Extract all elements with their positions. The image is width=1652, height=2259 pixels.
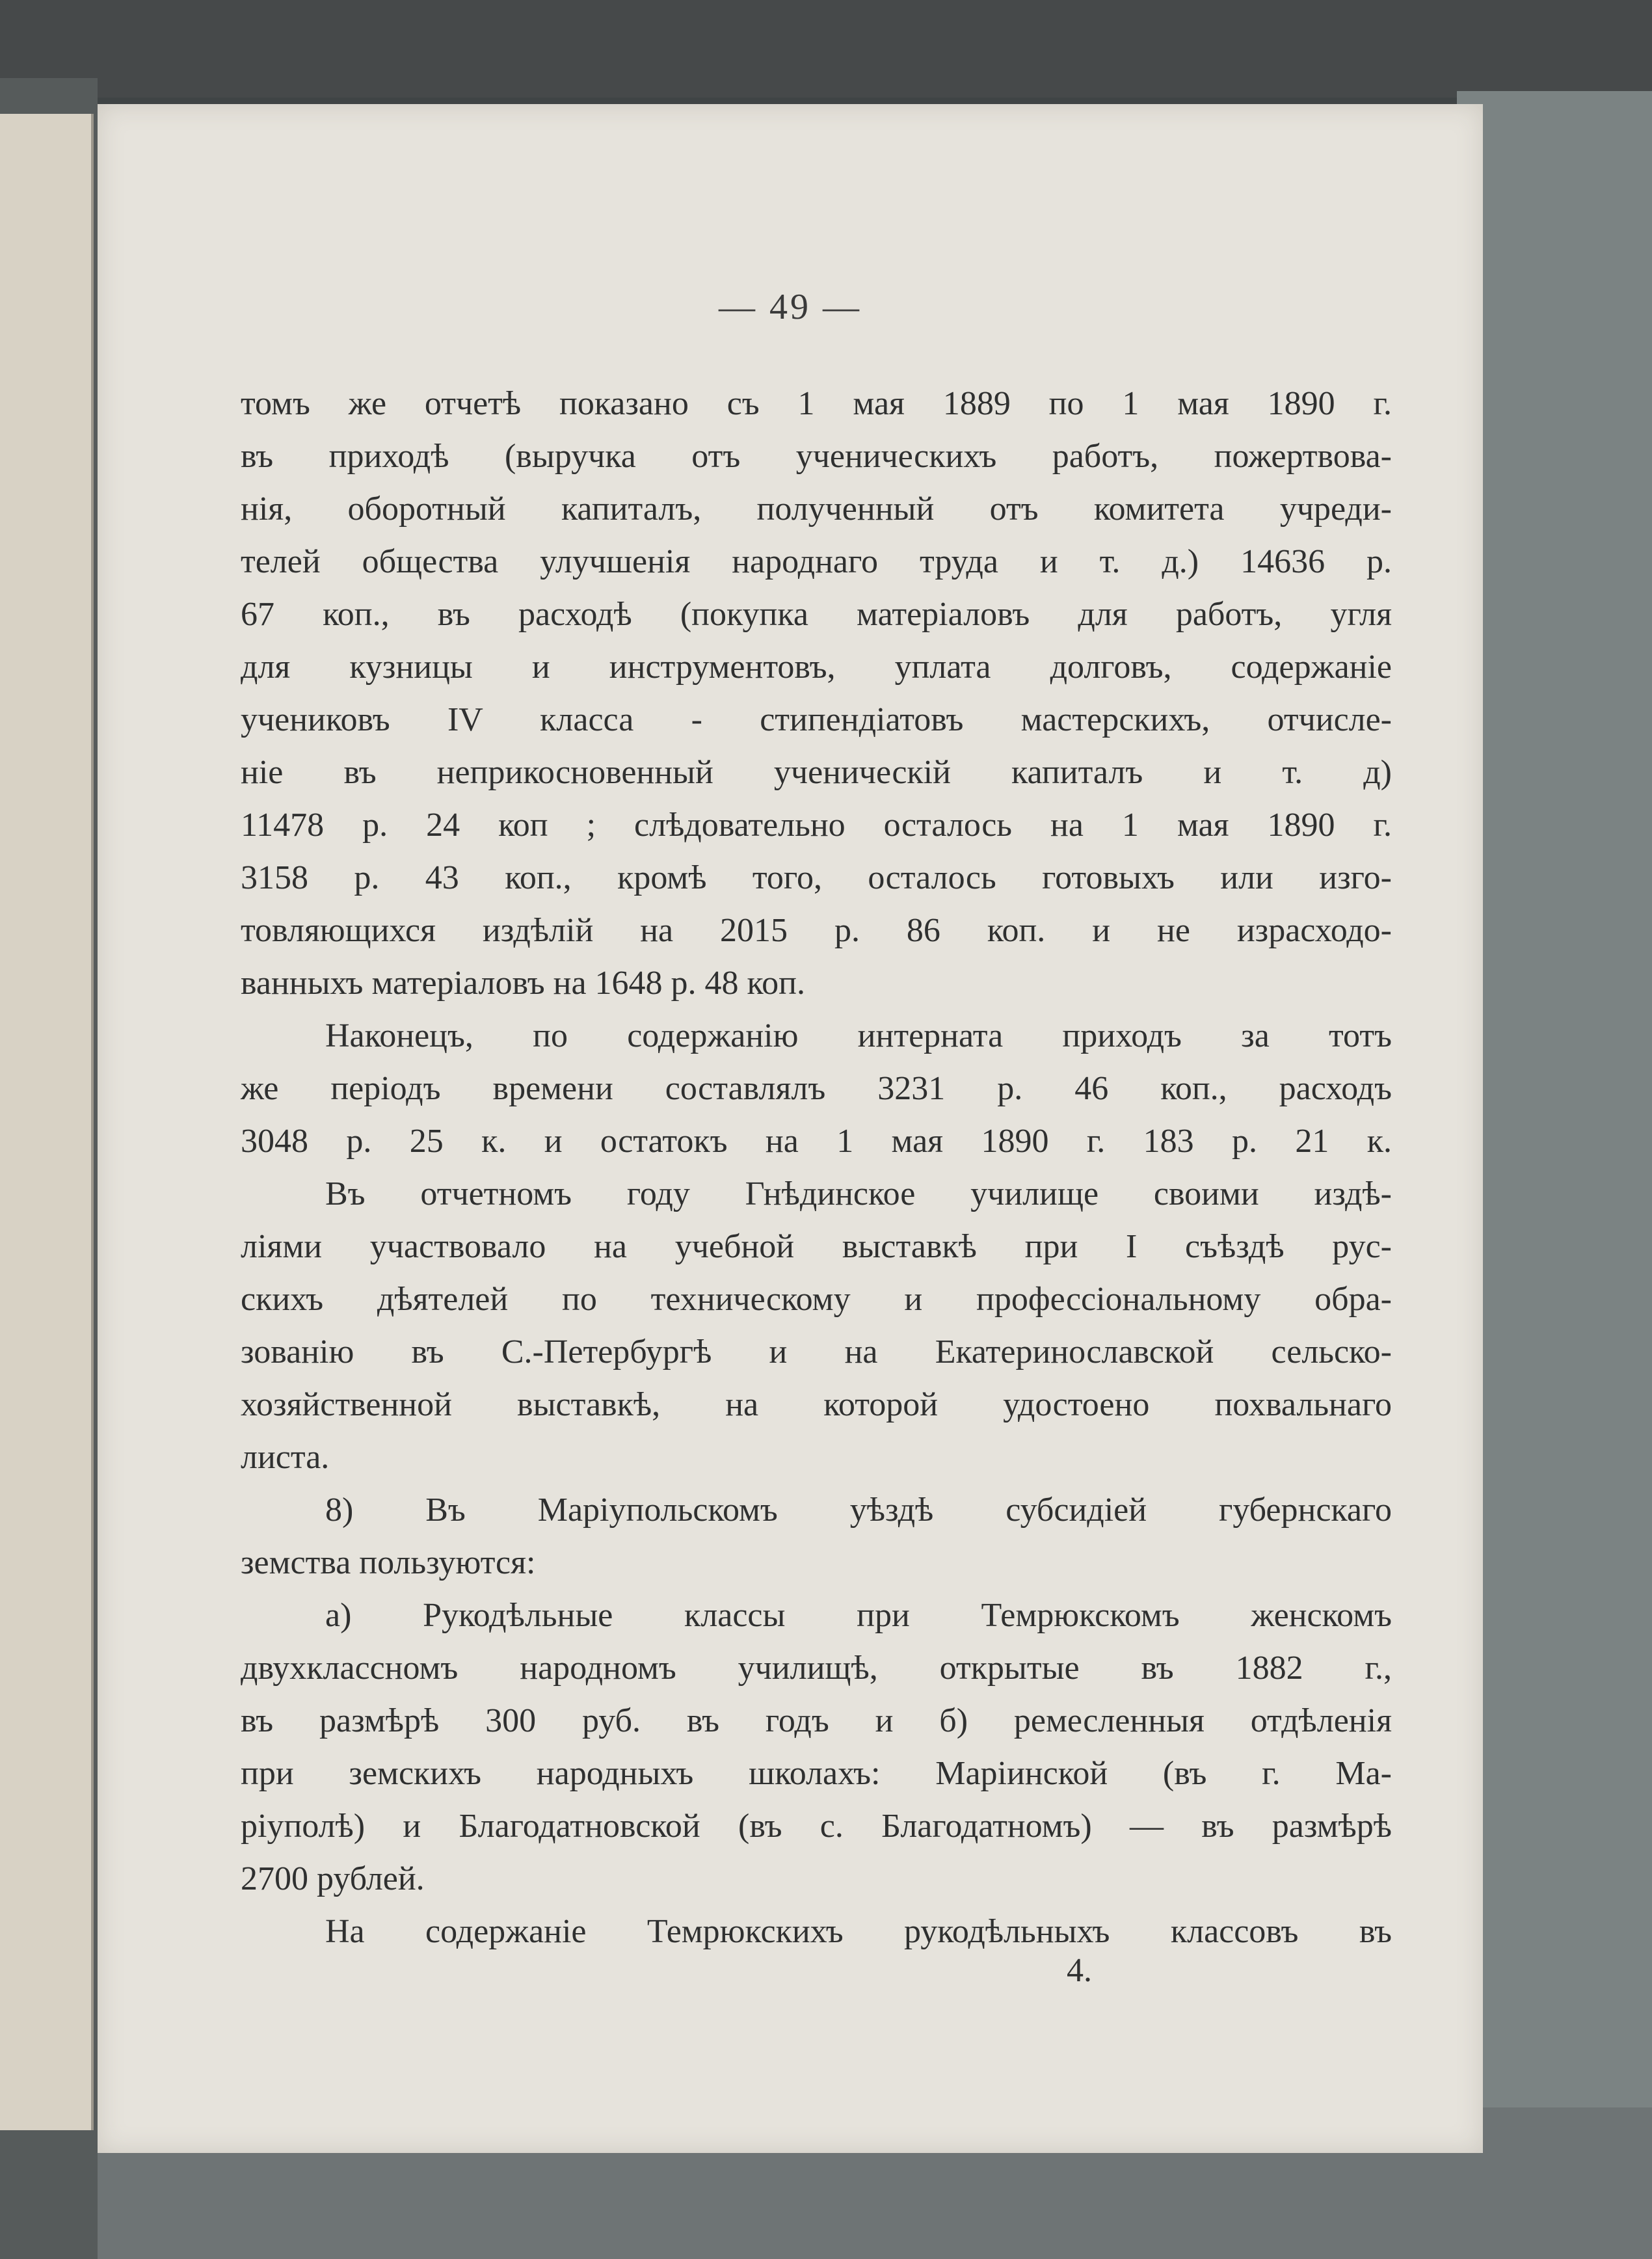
facing-page-edge xyxy=(0,114,94,2130)
text-line: 8) Въ Маріупольскомъ уѣздѣ субсидіей губернскаго xyxy=(325,1491,1392,1529)
text-line: Наконецъ, по содержанію интерната приходъ за тотъ xyxy=(325,1017,1392,1054)
text-line: земства пользуются: xyxy=(241,1544,536,1581)
text-line: а) Рукодѣльные классы при Темрюкскомъ женскомъ xyxy=(325,1597,1392,1634)
text-line: хозяйственной выставкѣ, на которой удостоено похвальнаго xyxy=(241,1386,1392,1423)
text-line: листа. xyxy=(241,1439,330,1476)
book-page xyxy=(98,104,1483,2153)
text-line: въ приходѣ (выручка отъ ученическихъ работъ, пожертвова- xyxy=(241,438,1392,475)
text-line: 2700 рублей. xyxy=(241,1860,425,1897)
text-line: ванныхъ матеріаловъ на 1648 р. 48 коп. xyxy=(241,965,805,1002)
text-line: томъ же отчетѣ показано съ 1 мая 1889 по 1 мая 1890 г. xyxy=(241,385,1392,422)
text-line: для кузницы и инструментовъ, уплата долговъ, содержаніе xyxy=(241,648,1392,686)
text-line: скихъ дѣятелей по техническому и профессіональному обра- xyxy=(241,1281,1392,1318)
text-line: товляющихся издѣлій на 2015 р. 86 коп. и не израсходо- xyxy=(241,912,1392,949)
text-line: Въ отчетномъ году Гнѣдинское училище своими издѣ- xyxy=(325,1175,1392,1212)
signature-mark: 4. xyxy=(1067,1952,1092,1989)
text-line: ніе въ неприкосновенный ученическій капиталъ и т. д) xyxy=(241,754,1392,791)
page-body-text xyxy=(241,377,1392,1958)
text-line: двухклассномъ народномъ училищѣ, открытые въ 1882 г., xyxy=(241,1650,1392,1687)
text-line: 11478 р. 24 коп ; слѣдовательно осталось на 1 мая 1890 г. xyxy=(241,807,1392,844)
text-line: же періодъ времени составлялъ 3231 р. 46 коп., расходъ xyxy=(241,1070,1392,1107)
text-line: телей общества улучшенія народнаго труда и т. д.) 14636 р. xyxy=(241,543,1392,580)
text-line: ліями участвовало на учебной выставкѣ при I съѣздѣ рус- xyxy=(241,1228,1392,1265)
book-cover-board-right xyxy=(1457,91,1652,2166)
scan-background-top xyxy=(0,0,1652,98)
text-line: нія, оборотный капиталъ, полученный отъ комитета учреди- xyxy=(241,490,1392,528)
text-line: На содержаніе Темрюкскихъ рукодѣльныхъ классовъ въ xyxy=(325,1913,1392,1950)
text-line: въ размѣрѣ 300 руб. въ годъ и б) ремесленныя отдѣленія xyxy=(241,1702,1392,1739)
text-line: 3048 р. 25 к. и остатокъ на 1 мая 1890 г. 183 р. 21 к. xyxy=(241,1123,1392,1160)
page-number: — 49 — xyxy=(719,287,862,327)
text-line: 3158 р. 43 коп., кромѣ того, осталось готовыхъ или изго- xyxy=(241,859,1392,896)
text-line: зованію въ С.-Петербургѣ и на Екатеринославской сельско- xyxy=(241,1333,1392,1370)
text-line: учениковъ IV класса - стипендіатовъ мастерскихъ, отчисле- xyxy=(241,701,1392,738)
text-line: 67 коп., въ расходѣ (покупка матеріаловъ для работъ, угля xyxy=(241,596,1392,633)
text-line: при земскихъ народныхъ школахъ: Маріинской (въ г. Ма- xyxy=(241,1755,1392,1792)
text-line: ріуполѣ) и Благодатновской (въ с. Благодатномъ) — въ размѣрѣ xyxy=(241,1808,1392,1845)
